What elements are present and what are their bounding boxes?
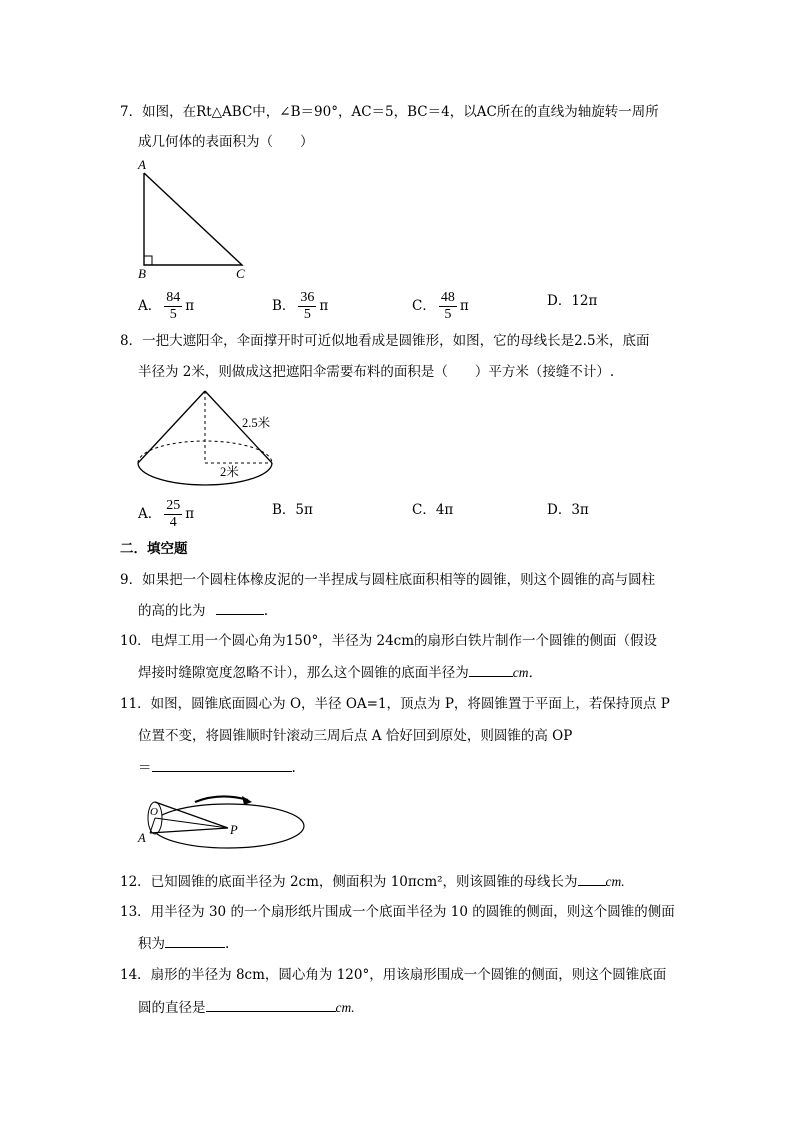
q14-text-line2 (138, 997, 355, 1018)
q8-option-b[interactable]: B．5π (272, 502, 313, 518)
label-b: B (138, 266, 146, 281)
q8-option-a-denominator: 4 (169, 515, 177, 530)
q8-text-line1: 8．一把大遮阳伞，伞面撑开时可近似地看成是圆锥形，如图，它的母线长是2.5米，底面 (120, 333, 650, 349)
label-a-point: A (138, 831, 146, 845)
q7-text-line2: 成几何体的表面积为（ ） (138, 134, 314, 150)
q13-text-line1: 13．用半径为 30 的一个扇形纸片围成一个底面半径为 10 的圆锥的侧面，则这个圆锥的侧面 (120, 904, 675, 920)
section-title-fill-in: 二．填空题 (120, 541, 188, 557)
q11-rolling-cone-figure (130, 780, 310, 855)
q10-text-suffix: cm． (512, 665, 542, 680)
q11-text-line3 (138, 757, 296, 778)
q9-text-line1: 9．如果把一个圆柱体橡皮泥的一半捏成与圆柱底面积相等的圆锥，则这个圆锥的高与圆柱 (120, 572, 656, 588)
q11-text-suffix: . (291, 760, 296, 776)
q7-triangle-figure (130, 155, 260, 285)
q12-text-prefix: 12．已知圆锥的底面半径为 2cm，侧面积为 10πcm²，则该圆锥的母线长为 (120, 874, 578, 890)
cone-axis (155, 818, 228, 828)
q7-text-line1: 7．如图，在Rt△ABC中，∠B＝90°，AC＝5，BC＝4，以AC所在的直线为轴旋转一周所 (120, 104, 659, 120)
q10-text-line2 (138, 662, 542, 683)
q13-text-line2 (138, 933, 229, 954)
right-angle-mark (144, 256, 152, 265)
q8-option-a-numerator: 25 (166, 498, 181, 513)
q7-option-d[interactable]: D．12π (547, 293, 598, 309)
cone-base-front (138, 463, 272, 485)
q14-text-prefix: 圆的直径是 (138, 1000, 206, 1016)
q13-answer-blank[interactable] (165, 933, 225, 948)
cone-left-slant (138, 391, 205, 463)
q8-option-a-pi: π (185, 506, 195, 522)
q14-text-line1: 14．扇形的半径为 8cm，圆心角为 120°，用该扇形围成一个圆锥的侧面，则这个圆锥底面 (120, 967, 667, 983)
q7-option-b-fraction (298, 290, 316, 323)
q8-option-a-prefix: A． (138, 506, 162, 522)
q13-text-suffix: . (225, 936, 230, 952)
q7-option-c-fraction (439, 290, 457, 323)
q12-text-line1 (120, 871, 625, 892)
q12-text-suffix: cm. (605, 874, 625, 889)
rolling-circle-path (152, 804, 304, 848)
q7-option-c-prefix: C． (412, 298, 436, 314)
q7-option-c-denominator: 5 (444, 307, 452, 322)
q10-text-line1: 10．电焊工用一个圆心角为150°，半径为 24cm的扇形白铁片制作一个圆锥的侧面（假设 (120, 633, 658, 649)
q13-text-prefix: 积为 (138, 936, 165, 952)
q7-option-a-numerator: 84 (166, 290, 181, 305)
q7-option-c-numerator: 48 (440, 290, 455, 305)
q7-option-a-denominator: 5 (169, 307, 177, 322)
q11-text-prefix: ＝ (138, 760, 152, 776)
q9-text-line2 (138, 600, 268, 621)
q7-option-a-pi: π (185, 298, 195, 314)
q9-text-suffix: . (263, 603, 269, 619)
q11-text-line2: 位置不变，将圆锥顺时针滚动三周后点 A 恰好回到原处，则圆锥的高 OP (138, 728, 573, 744)
q10-answer-blank[interactable] (469, 662, 513, 677)
cone-bottom-slant (150, 828, 228, 833)
q7-option-a-prefix: A． (138, 298, 162, 314)
q12-answer-blank[interactable] (578, 871, 606, 886)
radius-label: 2米 (220, 465, 239, 479)
cone-top-slant (155, 802, 228, 828)
q7-option-a[interactable] (138, 290, 194, 323)
label-p: P (230, 823, 238, 837)
q7-option-b-numerator: 36 (300, 290, 315, 305)
q7-option-b-prefix: B． (272, 298, 296, 314)
q8-option-d[interactable]: D．3π (547, 502, 589, 518)
rotation-arrowhead (242, 796, 252, 805)
q10-text-prefix: 焊接时缝隙宽度忽略不计），那么这个圆锥的底面半径为 (138, 665, 469, 681)
q14-answer-blank[interactable] (206, 997, 336, 1012)
q8-option-c[interactable]: C．4π (412, 502, 454, 518)
rotation-arrow (195, 796, 248, 802)
q8-cone-figure (130, 385, 290, 495)
q7-option-c[interactable] (412, 290, 469, 323)
q11-answer-blank[interactable] (152, 757, 292, 772)
q7-option-a-fraction (164, 290, 182, 323)
q7-option-b-pi: π (319, 298, 329, 314)
q7-option-c-pi: π (459, 298, 469, 314)
label-c: C (236, 266, 245, 281)
q8-option-a[interactable] (138, 498, 194, 531)
q8-text-line2: 半径为 2米，则做成这把遮阳伞需要布料的面积是（ ）平方米（接缝不计）. (138, 364, 615, 380)
label-o: O (150, 806, 158, 818)
q8-option-a-fraction (164, 498, 182, 531)
q9-text-prefix: 的高的比为 (138, 603, 206, 619)
slant-label: 2.5米 (242, 416, 271, 430)
q7-option-b-denominator: 5 (303, 307, 311, 322)
q7-option-b[interactable] (272, 290, 328, 323)
q14-text-suffix: cm. (335, 1000, 355, 1015)
label-a: A (138, 157, 146, 172)
triangle-abc (144, 173, 242, 265)
q9-answer-blank[interactable] (216, 600, 264, 615)
q11-text-line1: 11．如图，圆锥底面圆心为 O，半径 OA=1，顶点为 P，将圆锥置于平面上，若保持顶点 P (120, 696, 670, 712)
